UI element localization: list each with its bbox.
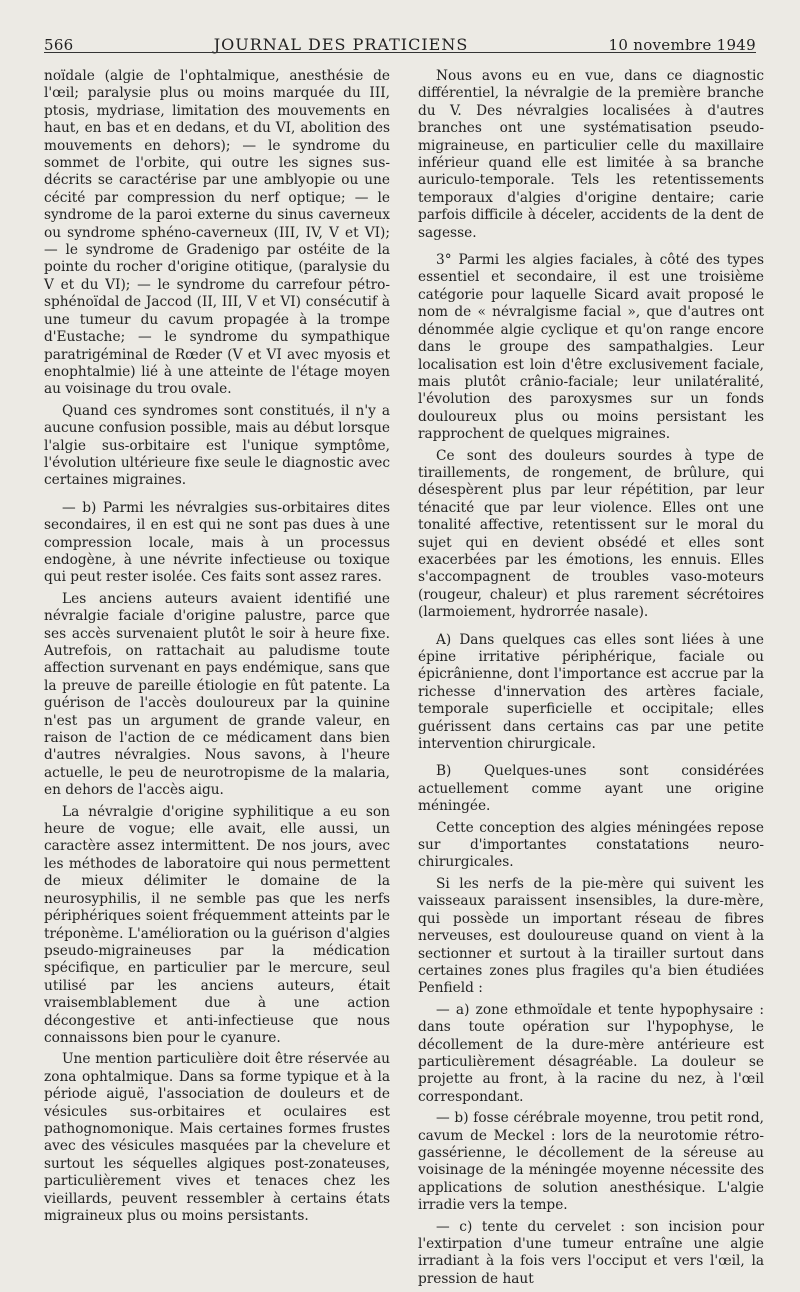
right-paragraph-3: Ce sont des douleurs sourdes à type de tiraillements, de rongement, de brûlure, qui désespèrent plus par leur répétition, par leur ténacité que par leur violence. Elles ont une tonalité affective, retentissent sur le moral du sujet qui en devient obsédé et elles sont exacerbées par les émotions, les ennuis. Elles s'accompagnent de troubles vaso-moteurs (rougeur, chaleur) et plus rarement sécrétoires (larmoiement, hydrorrée nasale). [418, 447, 764, 621]
left-paragraph-6: Une mention particulière doit être réservée au zona ophtalmique. Dans sa forme typique et à la période aiguë, l'association de douleurs et de vésicules sus-orbitaires et oculaires est pathognomonique. Mais certaines formes frustes avec des vésicules masquées par la chevelure et surtout les séquelles algiques post-zonateuses, particulièrement vives et tenaces chez les vieillards, peuvent ressembler à certains états migraineux plus ou moins persistants. [44, 1051, 390, 1224]
right-paragraph-8: — a) zone ethmoïdale et tente hypophysaire : dans toute opération sur l'hypophyse, le décollement de la dure-mère antérieure est particulièrement désagréable. La douleur se projette au front, à la racine du nez, à l'œil correspondant. [418, 1001, 764, 1105]
right-paragraph-9: — b) fosse cérébrale moyenne, trou petit rond, cavum de Meckel : lors de la neurotomie rétro-gassérienne, le décollement de la séreuse au voisinage de la méningée moyenne nécessite des applications de solution anesthésique. L'algie irradie vers la tempe. [418, 1110, 764, 1214]
left-column [44, 68, 390, 1229]
journal-title: JOURNAL DES PRATICIENS [213, 35, 469, 54]
left-paragraph-1: noïdale (algie de l'ophtalmique, anesthésie de l'œil; paralysie plus ou moins marquée du III, ptosis, mydriase, limitation des mouvements en haut, en bas et en dedans, et du VI, abolition des mouvements en dehors); — le syndrome du sommet de l'orbite, qui outre les signes sus-décrits se caractérise par une amblyopie ou une cécité par compression du nerf optique; — le syndrome de la paroi externe du sinus caverneux ou syndrome sphéno-caverneux (III, IV, V et VI); — le syndrome de Gradenigo par ostéite de la pointe du rocher d'origine otitique, (paralysie du V et du VI); — le syndrome du carrefour pétro-sphénoïdal de Jaccod (II, III, V et VI) consécutif à une tumeur du cavum propagée à la trompe d'Eustache; — le syndrome du sympathique paratrigéminal de Rœder (V et VI avec myosis et enophtalmie) lié à une atteinte de l'étage moyen au voisinage du trou ovale. [44, 68, 390, 398]
issue-date: 10 novembre 1949 [608, 36, 756, 54]
right-paragraph-5: B) Quelques-unes sont considérées actuellement comme ayant une origine méningée. [418, 763, 764, 815]
right-paragraph-6: Cette conception des algies méningées repose sur d'importantes constatations neuro-chirurgicales. [418, 819, 764, 871]
header-rule [44, 52, 756, 53]
right-paragraph-4: A) Dans quelques cas elles sont liées à une épine irritative périphérique, faciale ou épicrânienne, dont l'importance est accrue par la richesse d'innervation des artères faciale, temporale superficielle et occipitale; elles guérissent dans certains cas par une petite intervention chirurgicale. [418, 631, 764, 753]
page-number: 566 [44, 36, 74, 54]
left-paragraph-2: Quand ces syndromes sont constitués, il n'y a aucune confusion possible, mais au début lorsque l'algie sus-orbitaire est l'unique symptôme, l'évolution ultérieure fixe seule le diagnostic avec certaines migraines. [44, 402, 390, 489]
left-paragraph-5: La névralgie d'origine syphilitique a eu son heure de vogue; elle avait, elle aussi, un caractère assez intermittent. De nos jours, avec les méthodes de laboratoire qui nous permettent de mieux délimiter le domaine de la neurosyphilis, il ne semble pas que les nerfs périphériques soient fréquemment atteints par le tréponème. L'amélioration ou la guérison d'algies pseudo-migraineuses par la médication spécifique, en particulier par le mercure, seul utilisé par les anciens auteurs, était vraisemblablement due à une action décongestive et anti-infectieuse que nous connaissons bien pour le cyanure. [44, 803, 390, 1046]
right-paragraph-10: — c) tente du cervelet : son incision pour l'extirpation d'une tumeur entraîne une algie irradiant à la fois vers l'occiput et vers l'œil, la pression de haut [418, 1218, 764, 1287]
page-header [44, 24, 756, 54]
right-paragraph-7: Si les nerfs de la pie-mère qui suivent les vaisseaux paraissent insensibles, la dure-mère, qui possède un important réseau de fibres nerveuses, est douloureuse quand on vient à la sectionner et surtout à la tirailler surtout dans certaines zones plus fragiles qu'a bien étudiées Penfield : [418, 875, 764, 997]
left-paragraph-4: Les anciens auteurs avaient identifié une névralgie faciale d'origine palustre, parce que ses accès survenaient plutôt le soir à heure fixe. Autrefois, on rattachait au paludisme toute affection survenant en pays endémique, sans que la preuve de pareille étiologie en fût patente. La guérison de l'accès douloureux par la quinine n'est pas un argument de grande valeur, en raison de l'action de ce médicament dans bien d'autres névralgies. Nous savons, à l'heure actuelle, le peu de neurotropisme de la malaria, en dehors de l'accès aigu. [44, 590, 390, 799]
right-column [418, 68, 764, 1292]
right-paragraph-1: Nous avons eu en vue, dans ce diagnostic différentiel, la névralgie de la première branche du V. Des névralgies localisées à d'autres branches ont une systématisation pseudo-migraineuse, en particulier celle du maxillaire inférieur quand elle est limitée à sa branche auriculo-temporale. Tels les retentissements temporaux d'algies d'origine dentaire; carie parfois difficile à déceler, accidents de la dent de sagesse. [418, 68, 764, 241]
right-paragraph-2: 3° Parmi les algies faciales, à côté des types essentiel et secondaire, il est une troisième catégorie pour laquelle Sicard avait proposé le nom de « névralgisme facial », que d'autres ont dénommée algie cyclique et qu'on range encore dans le groupe des sampathalgies. Leur localisation est loin d'être exclusivement faciale, mais plutôt crânio-faciale; leur unilatéralité, l'évolution des paroxysmes sur un fonds douloureux plus ou moins persistant les rapprochent de quelques migraines. [418, 252, 764, 443]
left-paragraph-3: — b) Parmi les névralgies sus-orbitaires dites secondaires, il en est qui ne sont pas dues à une compression locale, mais à un processus endogène, à une névrite infectieuse ou toxique qui peut rester isolée. Ces faits sont assez rares. [44, 499, 390, 586]
